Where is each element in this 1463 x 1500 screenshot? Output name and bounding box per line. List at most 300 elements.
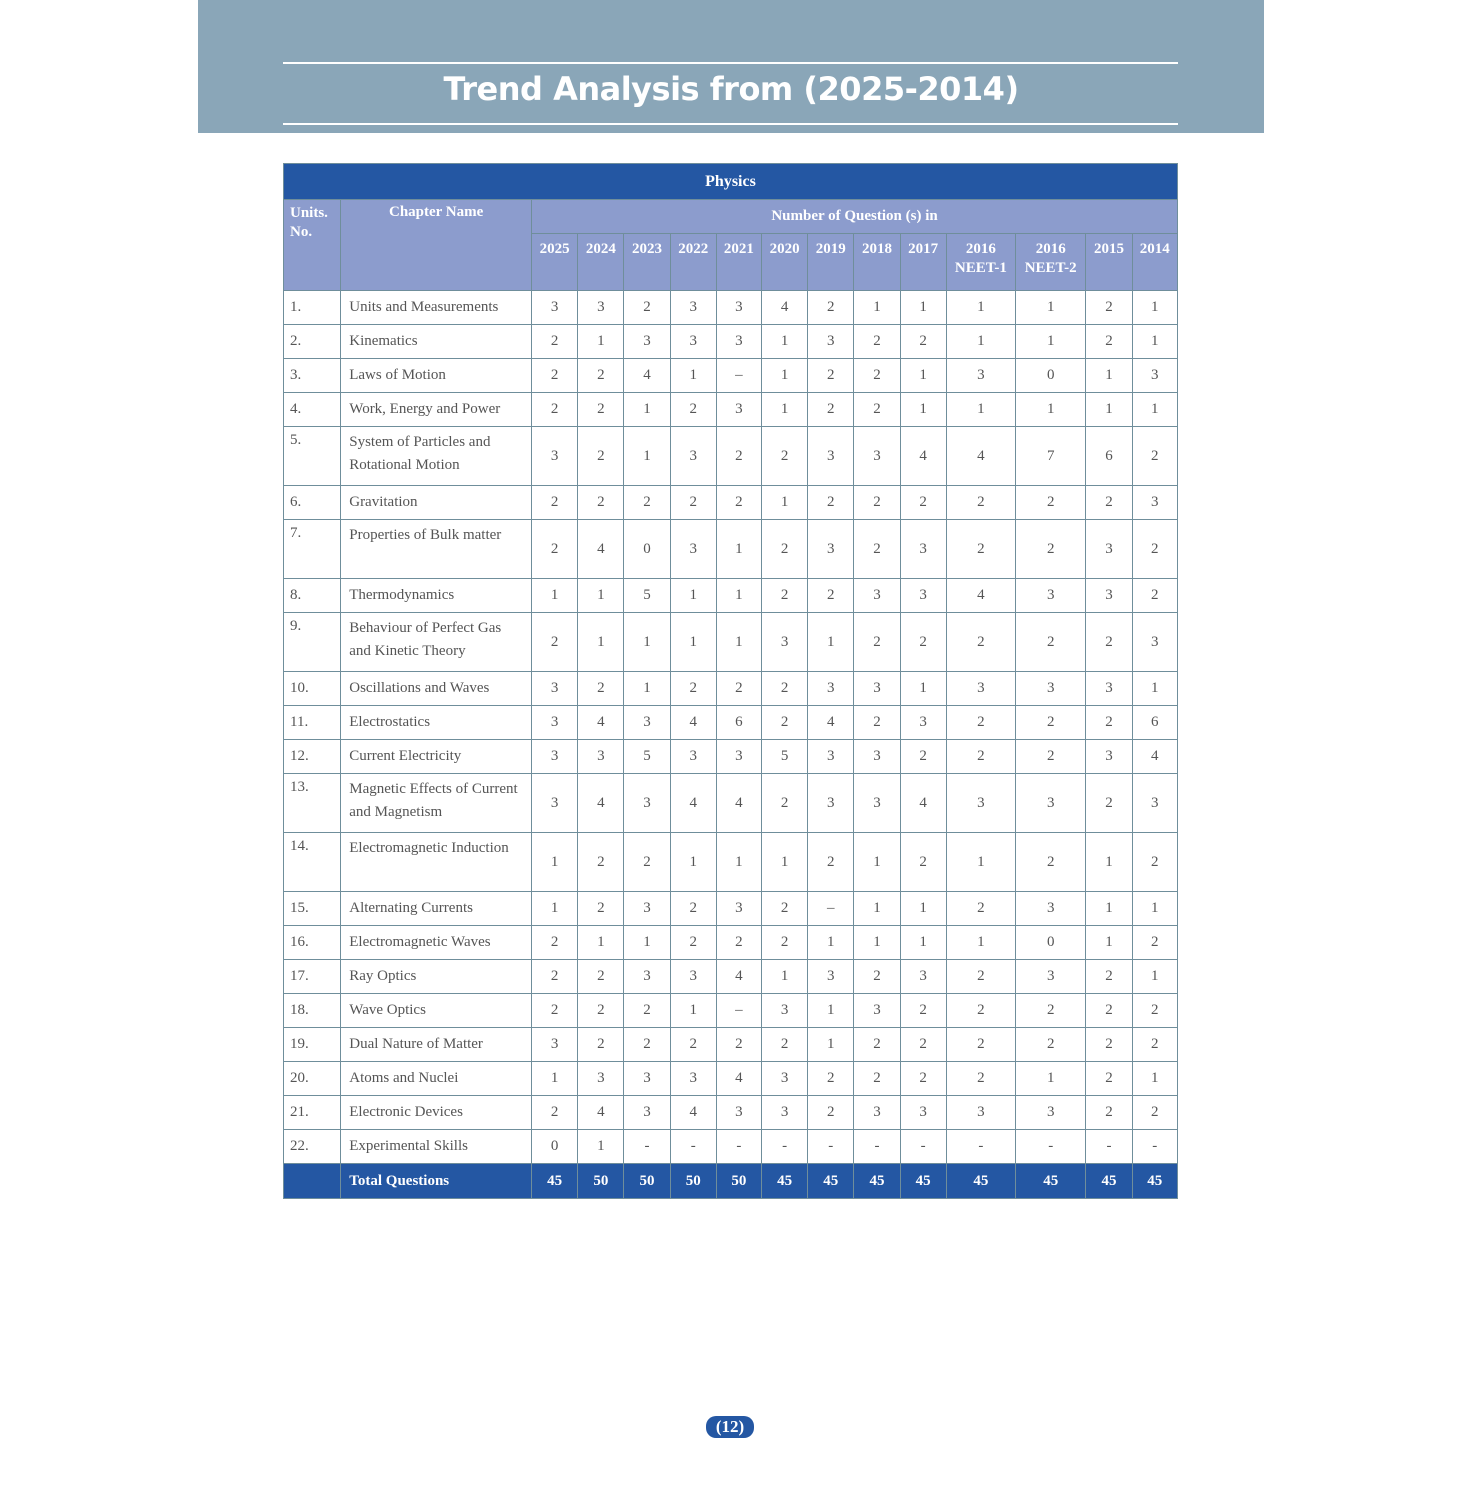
question-count-cell: - [762, 1130, 808, 1164]
question-count-cell: 1 [716, 833, 761, 892]
question-count-cell: 2 [1086, 994, 1132, 1028]
question-count-cell: 1 [1086, 393, 1132, 427]
question-count-cell: 2 [854, 1028, 900, 1062]
total-cell: 50 [716, 1164, 761, 1199]
question-count-cell: 2 [808, 359, 854, 393]
question-count-cell: 3 [716, 740, 761, 774]
unit-number: 1. [284, 291, 341, 325]
year-header-line: NEET-1 [954, 260, 1007, 276]
chapter-name: Wave Optics [341, 994, 532, 1028]
question-count-cell: - [716, 1130, 761, 1164]
question-count-cell: 1 [1016, 325, 1086, 359]
question-count-cell: 2 [1016, 1028, 1086, 1062]
unit-number: 14. [284, 833, 341, 892]
question-count-cell: 3 [762, 994, 808, 1028]
question-count-cell: 3 [532, 291, 578, 325]
question-count-cell: 1 [624, 427, 670, 486]
question-count-cell: 3 [1016, 774, 1086, 833]
question-count-cell: 4 [946, 427, 1015, 486]
question-count-cell: 1 [670, 579, 716, 613]
question-count-cell: 3 [808, 774, 854, 833]
question-count-cell: 2 [808, 833, 854, 892]
chapter-name: Laws of Motion [341, 359, 532, 393]
unit-number: 12. [284, 740, 341, 774]
question-count-cell: 2 [854, 359, 900, 393]
question-count-cell: 3 [670, 740, 716, 774]
question-count-cell: 2 [716, 926, 761, 960]
question-count-cell: 2 [854, 706, 900, 740]
question-count-cell: 1 [532, 892, 578, 926]
question-count-cell: 3 [1086, 740, 1132, 774]
question-count-cell: 2 [1132, 427, 1177, 486]
table-row [284, 291, 1178, 325]
question-count-cell: 5 [624, 579, 670, 613]
question-count-cell: 1 [716, 613, 761, 672]
question-count-cell: 2 [532, 393, 578, 427]
question-count-cell: 2 [854, 325, 900, 359]
year-header: 2019 [808, 234, 854, 291]
question-count-cell: 3 [762, 613, 808, 672]
question-count-cell: 1 [762, 960, 808, 994]
table-row [284, 672, 1178, 706]
question-count-cell: - [1132, 1130, 1177, 1164]
question-count-cell: 2 [762, 892, 808, 926]
year-header: 2021 [716, 234, 761, 291]
question-count-cell: 2 [854, 613, 900, 672]
question-count-cell: 2 [578, 427, 624, 486]
year-header: 2025 [532, 234, 578, 291]
chapter-name: Dual Nature of Matter [341, 1028, 532, 1062]
question-count-cell: – [808, 892, 854, 926]
question-count-cell: 3 [532, 774, 578, 833]
question-count-cell: 4 [578, 774, 624, 833]
question-count-cell: 3 [808, 960, 854, 994]
question-count-cell: 0 [1016, 926, 1086, 960]
question-count-cell: 1 [624, 613, 670, 672]
table-row [284, 325, 1178, 359]
chapter-name: Work, Energy and Power [341, 393, 532, 427]
table-row [284, 926, 1178, 960]
question-count-cell: 2 [624, 994, 670, 1028]
question-count-cell: 1 [946, 833, 1015, 892]
question-count-cell: 2 [1132, 833, 1177, 892]
question-count-cell: 2 [1086, 1028, 1132, 1062]
trend-table [283, 163, 1178, 1199]
total-cell: 45 [854, 1164, 900, 1199]
question-count-cell: 3 [1016, 672, 1086, 706]
question-count-cell: 2 [1086, 325, 1132, 359]
question-count-cell: 2 [716, 486, 761, 520]
question-count-cell: 1 [854, 833, 900, 892]
question-count-cell: 1 [808, 926, 854, 960]
question-count-cell: 4 [624, 359, 670, 393]
total-cell: 45 [946, 1164, 1015, 1199]
question-count-cell: 1 [1016, 291, 1086, 325]
question-count-cell: 2 [808, 1062, 854, 1096]
question-count-cell: 2 [670, 1028, 716, 1062]
question-count-cell: 1 [532, 1062, 578, 1096]
question-count-cell: 4 [716, 1062, 761, 1096]
question-count-cell: 2 [624, 833, 670, 892]
question-count-cell: – [716, 359, 761, 393]
question-count-cell: 3 [1132, 486, 1177, 520]
question-count-cell: 2 [900, 613, 946, 672]
question-count-cell: 3 [716, 393, 761, 427]
page-title: Trend Analysis from (2025-2014) [443, 70, 1019, 108]
question-count-cell: 1 [624, 672, 670, 706]
question-count-cell: 3 [1132, 613, 1177, 672]
question-count-cell: 3 [670, 427, 716, 486]
question-count-cell: - [624, 1130, 670, 1164]
page-number-close: ) [738, 1417, 745, 1436]
page-number-badge [706, 1416, 754, 1438]
question-count-cell: 4 [670, 1096, 716, 1130]
total-cell: 50 [670, 1164, 716, 1199]
question-count-cell: 2 [670, 486, 716, 520]
question-count-cell: 3 [1016, 1096, 1086, 1130]
question-count-cell: 3 [670, 325, 716, 359]
question-count-cell: 2 [808, 1096, 854, 1130]
question-count-cell: 3 [808, 427, 854, 486]
question-count-cell: 1 [1132, 291, 1177, 325]
question-count-cell: 2 [1086, 613, 1132, 672]
question-count-cell: 4 [946, 579, 1015, 613]
question-count-cell: 1 [808, 613, 854, 672]
question-count-cell: 1 [1132, 960, 1177, 994]
question-count-cell: 3 [900, 579, 946, 613]
question-count-cell: 2 [1086, 706, 1132, 740]
question-count-cell: 2 [532, 960, 578, 994]
question-count-cell: 2 [716, 427, 761, 486]
question-count-cell: 1 [670, 613, 716, 672]
page-number: 12 [721, 1417, 739, 1436]
question-count-cell: 2 [762, 706, 808, 740]
question-count-cell: 3 [854, 774, 900, 833]
question-count-cell: 2 [1016, 613, 1086, 672]
question-count-cell: 2 [1132, 994, 1177, 1028]
unit-number: 20. [284, 1062, 341, 1096]
chapter-name: Behaviour of Perfect Gas and Kinetic Theory [341, 613, 532, 672]
units-no-header: Units. No. [284, 200, 341, 291]
question-count-cell: 1 [854, 291, 900, 325]
question-count-cell: 3 [854, 740, 900, 774]
year-header: 2014 [1132, 234, 1177, 291]
total-cell: 45 [1086, 1164, 1132, 1199]
question-count-cell: 2 [1132, 520, 1177, 579]
question-count-cell: 1 [670, 833, 716, 892]
question-count-cell: 1 [900, 892, 946, 926]
question-count-cell: 2 [670, 892, 716, 926]
question-count-cell: 1 [1016, 1062, 1086, 1096]
question-count-cell: 3 [900, 520, 946, 579]
unit-number: 18. [284, 994, 341, 1028]
question-count-cell: 1 [946, 291, 1015, 325]
unit-number: 17. [284, 960, 341, 994]
question-count-cell: 2 [1132, 926, 1177, 960]
question-count-cell: 2 [578, 359, 624, 393]
question-count-cell: 2 [762, 579, 808, 613]
unit-number: 10. [284, 672, 341, 706]
question-count-cell: 3 [1132, 774, 1177, 833]
question-count-cell: 1 [624, 926, 670, 960]
subject-header: Physics [284, 164, 1178, 200]
question-count-cell: 2 [762, 1028, 808, 1062]
chapter-name: Gravitation [341, 486, 532, 520]
question-count-cell: 1 [854, 926, 900, 960]
question-count-cell: 1 [900, 291, 946, 325]
question-count-cell: 1 [762, 393, 808, 427]
question-count-cell: 2 [1086, 960, 1132, 994]
question-count-cell: 1 [1086, 359, 1132, 393]
question-count-cell: 1 [532, 833, 578, 892]
question-count-cell: 3 [670, 291, 716, 325]
banner-bottom-rule [283, 123, 1178, 125]
chapter-name: Electrostatics [341, 706, 532, 740]
unit-number: 9. [284, 613, 341, 672]
question-count-cell: 2 [854, 393, 900, 427]
question-count-cell: 4 [670, 774, 716, 833]
chapter-name: Properties of Bulk matter [341, 520, 532, 579]
question-count-cell: 2 [578, 833, 624, 892]
question-count-cell: 1 [670, 359, 716, 393]
question-count-cell: 2 [532, 994, 578, 1028]
question-count-cell: 3 [808, 672, 854, 706]
total-cell: 45 [808, 1164, 854, 1199]
question-count-cell: - [946, 1130, 1015, 1164]
question-count-cell: 2 [1086, 1096, 1132, 1130]
chapter-name: Ray Optics [341, 960, 532, 994]
question-count-cell: - [1016, 1130, 1086, 1164]
table-row [284, 613, 1178, 672]
unit-number: 4. [284, 393, 341, 427]
question-count-cell: 0 [1016, 359, 1086, 393]
table-row [284, 892, 1178, 926]
question-count-cell: 1 [1086, 926, 1132, 960]
question-count-cell: 2 [1132, 1028, 1177, 1062]
question-count-cell: 2 [1086, 1062, 1132, 1096]
unit-number: 3. [284, 359, 341, 393]
question-count-cell: 4 [900, 427, 946, 486]
question-count-cell: 2 [578, 393, 624, 427]
question-count-cell: 2 [946, 994, 1015, 1028]
question-count-cell: 2 [716, 1028, 761, 1062]
question-count-cell: 1 [1086, 892, 1132, 926]
question-count-cell: 2 [624, 486, 670, 520]
question-count-cell: 1 [578, 1130, 624, 1164]
question-count-cell: 2 [762, 774, 808, 833]
question-count-cell: 3 [624, 774, 670, 833]
question-count-cell: 3 [670, 960, 716, 994]
question-count-cell: 3 [1132, 359, 1177, 393]
question-count-cell: 2 [900, 325, 946, 359]
question-count-cell: 1 [624, 393, 670, 427]
question-count-cell: 2 [808, 393, 854, 427]
question-count-cell: 4 [808, 706, 854, 740]
question-count-cell: 2 [532, 1096, 578, 1130]
unit-number: 22. [284, 1130, 341, 1164]
unit-number: 8. [284, 579, 341, 613]
unit-number: 16. [284, 926, 341, 960]
question-count-cell: 1 [900, 672, 946, 706]
question-count-cell: 4 [762, 291, 808, 325]
question-count-cell: 1 [1132, 325, 1177, 359]
question-count-cell: 2 [624, 291, 670, 325]
question-count-cell: 3 [808, 740, 854, 774]
question-count-cell: 6 [1132, 706, 1177, 740]
table-row [284, 1130, 1178, 1164]
question-count-cell: 4 [578, 1096, 624, 1130]
total-cell: 45 [1132, 1164, 1177, 1199]
question-count-cell: 3 [578, 1062, 624, 1096]
question-count-cell: 0 [624, 520, 670, 579]
question-count-cell: 1 [900, 359, 946, 393]
question-count-cell: 3 [716, 291, 761, 325]
table-row [284, 994, 1178, 1028]
question-count-cell: 2 [946, 706, 1015, 740]
question-count-cell: 3 [624, 892, 670, 926]
question-count-cell: 4 [578, 520, 624, 579]
total-cell: 45 [900, 1164, 946, 1199]
question-count-cell: 3 [716, 892, 761, 926]
table-row [284, 427, 1178, 486]
question-count-cell: 2 [762, 926, 808, 960]
question-count-cell: 2 [946, 520, 1015, 579]
question-count-cell: 2 [854, 960, 900, 994]
chapter-name: Thermodynamics [341, 579, 532, 613]
question-count-cell: 1 [808, 1028, 854, 1062]
question-count-cell: 3 [854, 672, 900, 706]
question-count-cell: 2 [532, 359, 578, 393]
question-count-cell: 3 [900, 1096, 946, 1130]
question-count-cell: 3 [1016, 579, 1086, 613]
question-count-cell: 3 [854, 427, 900, 486]
chapter-name: Electromagnetic Waves [341, 926, 532, 960]
question-count-cell: 1 [1132, 892, 1177, 926]
chapter-name: Electromagnetic Induction [341, 833, 532, 892]
question-count-cell: 3 [670, 520, 716, 579]
question-count-cell: 2 [946, 1062, 1015, 1096]
question-count-cell: 3 [762, 1062, 808, 1096]
table-row [284, 706, 1178, 740]
question-count-cell: 2 [854, 1062, 900, 1096]
question-count-cell: 3 [1086, 672, 1132, 706]
year-header [1016, 234, 1086, 291]
question-count-cell: - [808, 1130, 854, 1164]
question-count-cell: 1 [578, 579, 624, 613]
question-count-cell: 2 [1086, 291, 1132, 325]
year-header: 2018 [854, 234, 900, 291]
question-count-cell: 1 [762, 833, 808, 892]
question-count-cell: 2 [808, 291, 854, 325]
question-count-cell: 2 [1132, 579, 1177, 613]
unit-number: 15. [284, 892, 341, 926]
question-count-cell: 3 [716, 325, 761, 359]
question-count-cell: 6 [716, 706, 761, 740]
question-count-cell: 3 [532, 427, 578, 486]
question-count-cell: 3 [532, 1028, 578, 1062]
question-count-cell: 3 [900, 960, 946, 994]
question-count-cell: - [1086, 1130, 1132, 1164]
question-count-cell: 2 [1016, 520, 1086, 579]
unit-number: 5. [284, 427, 341, 486]
question-count-cell: 1 [716, 579, 761, 613]
table-row [284, 833, 1178, 892]
question-count-cell: 3 [946, 1096, 1015, 1130]
question-count-cell: 1 [716, 520, 761, 579]
question-count-cell: - [854, 1130, 900, 1164]
question-count-cell: 2 [900, 1062, 946, 1096]
question-count-cell: 2 [900, 1028, 946, 1062]
table-row [284, 1096, 1178, 1130]
question-count-cell: 2 [1016, 833, 1086, 892]
title-banner [198, 0, 1264, 133]
question-count-cell: 2 [670, 672, 716, 706]
year-header-line: NEET-2 [1024, 260, 1077, 276]
year-header: 2020 [762, 234, 808, 291]
question-count-cell: 1 [1086, 833, 1132, 892]
question-count-cell: 1 [578, 613, 624, 672]
question-count-cell: 3 [532, 672, 578, 706]
question-count-cell: 3 [670, 1062, 716, 1096]
table-row [284, 359, 1178, 393]
unit-number: 6. [284, 486, 341, 520]
question-count-cell: 3 [624, 1062, 670, 1096]
question-count-cell: 2 [532, 613, 578, 672]
question-count-cell: 1 [762, 486, 808, 520]
question-count-cell: 2 [578, 960, 624, 994]
question-count-cell: 2 [532, 325, 578, 359]
question-count-cell: 1 [946, 926, 1015, 960]
question-count-cell: 3 [578, 291, 624, 325]
question-count-cell: 1 [762, 359, 808, 393]
question-count-cell: 2 [578, 994, 624, 1028]
page-number-open: ( [715, 1417, 722, 1436]
question-count-cell: 3 [900, 706, 946, 740]
year-header-line: 2016 [965, 241, 996, 257]
table-row [284, 740, 1178, 774]
question-count-cell: 4 [578, 706, 624, 740]
year-header: 2015 [1086, 234, 1132, 291]
total-blank-cell [284, 1164, 341, 1199]
question-count-cell: 2 [900, 740, 946, 774]
question-count-cell: – [716, 994, 761, 1028]
question-count-cell: 2 [946, 740, 1015, 774]
question-count-cell: 1 [946, 325, 1015, 359]
banner-top-rule [283, 62, 1178, 64]
table-row [284, 579, 1178, 613]
unit-number: 13. [284, 774, 341, 833]
question-count-cell: 2 [1132, 1096, 1177, 1130]
question-count-cell: 2 [532, 520, 578, 579]
question-count-cell: 3 [1086, 520, 1132, 579]
question-count-group-header: Number of Question (s) in [532, 200, 1178, 234]
table-row [284, 393, 1178, 427]
question-count-cell: 3 [854, 994, 900, 1028]
question-count-cell: 1 [578, 325, 624, 359]
question-count-cell: 3 [946, 774, 1015, 833]
question-count-cell: 4 [900, 774, 946, 833]
question-count-cell: 4 [1132, 740, 1177, 774]
question-count-cell: 5 [762, 740, 808, 774]
question-count-cell: 6 [1086, 427, 1132, 486]
question-count-cell: 2 [900, 994, 946, 1028]
question-count-cell: 1 [854, 892, 900, 926]
year-header: 2017 [900, 234, 946, 291]
question-count-cell: 2 [808, 579, 854, 613]
table-row [284, 960, 1178, 994]
question-count-cell: 3 [1086, 579, 1132, 613]
total-questions-label: Total Questions [341, 1164, 532, 1199]
